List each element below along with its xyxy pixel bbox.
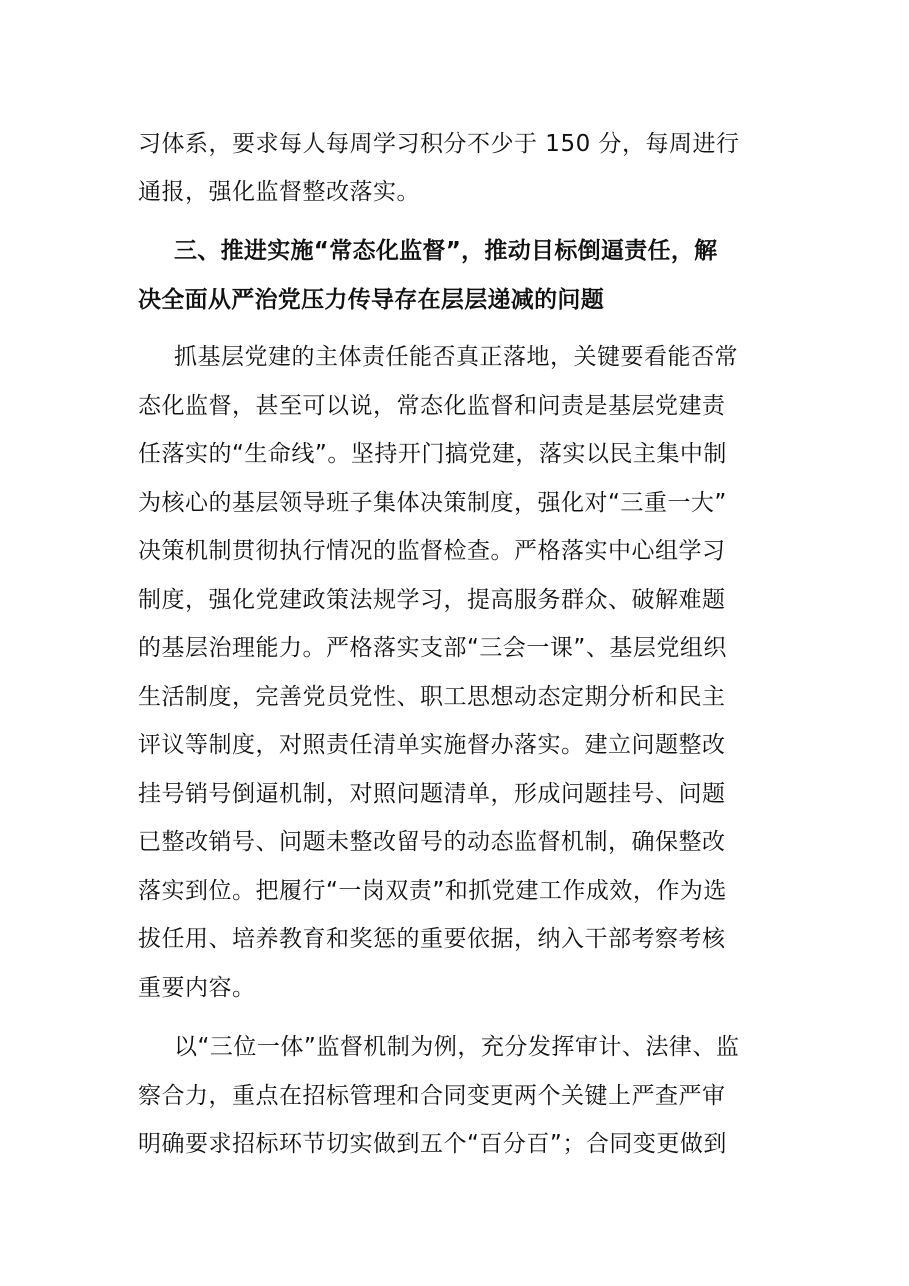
section-heading: 三、推进实施“常态化监督”，推动目标倒逼责任，解	[174, 238, 718, 264]
paragraph-line: 重要内容。	[138, 975, 256, 1001]
paragraph-line: 抓基层党建的主体责任能否真正落地，关键要看能否常	[174, 344, 738, 370]
paragraph-line: 已整改销号、问题未整改留号的动态监督机制，确保整改	[138, 829, 726, 855]
text-line: 通报，强化监督整改落实。	[138, 179, 420, 205]
paragraph-line: 落实到位。把履行“一岗双责”和抓党建工作成效，作为选	[138, 878, 727, 904]
paragraph-line: 任落实的“生命线”。坚持开门搞党建，落实以民主集中制	[138, 441, 727, 467]
section-heading-continued: 决全面从严治党压力传导存在层层递减的问题	[138, 287, 604, 313]
paragraph-line: 决策机制贯彻执行情况的监督检查。严格落实中心组学习	[138, 538, 726, 564]
text-line: 习体系，要求每人每周学习积分不少于 150 分，每周进行	[138, 131, 740, 157]
paragraph-line: 明确要求招标环节切实做到五个“百分百”；合同变更做到	[138, 1131, 727, 1157]
paragraph-line: 挂号销号倒逼机制，对照问题清单，形成问题挂号、问题	[138, 781, 726, 807]
paragraph-line: 生活制度，完善党员党性、职工思想动态定期分析和民主	[138, 684, 726, 710]
paragraph-line: 以“三位一体”监督机制为例，充分发挥审计、法律、监	[174, 1034, 740, 1060]
paragraph-line: 态化监督，甚至可以说，常态化监督和问责是基层党建责	[138, 393, 726, 419]
paragraph-line: 制度，强化党建政策法规学习，提高服务群众、破解难题	[138, 587, 726, 613]
paragraph-line: 为核心的基层领导班子集体决策制度，强化对“三重一大”	[138, 490, 727, 516]
paragraph-line: 拔任用、培养教育和奖惩的重要依据，纳入干部考察考核	[138, 926, 726, 952]
paragraph-line: 察合力，重点在招标管理和合同变更两个关键上严查严审	[138, 1083, 726, 1109]
paragraph-line: 评议等制度，对照责任清单实施督办落实。建立问题整改	[138, 732, 726, 758]
paragraph-line: 的基层治理能力。严格落实支部“三会一课”、基层党组织	[138, 635, 727, 661]
